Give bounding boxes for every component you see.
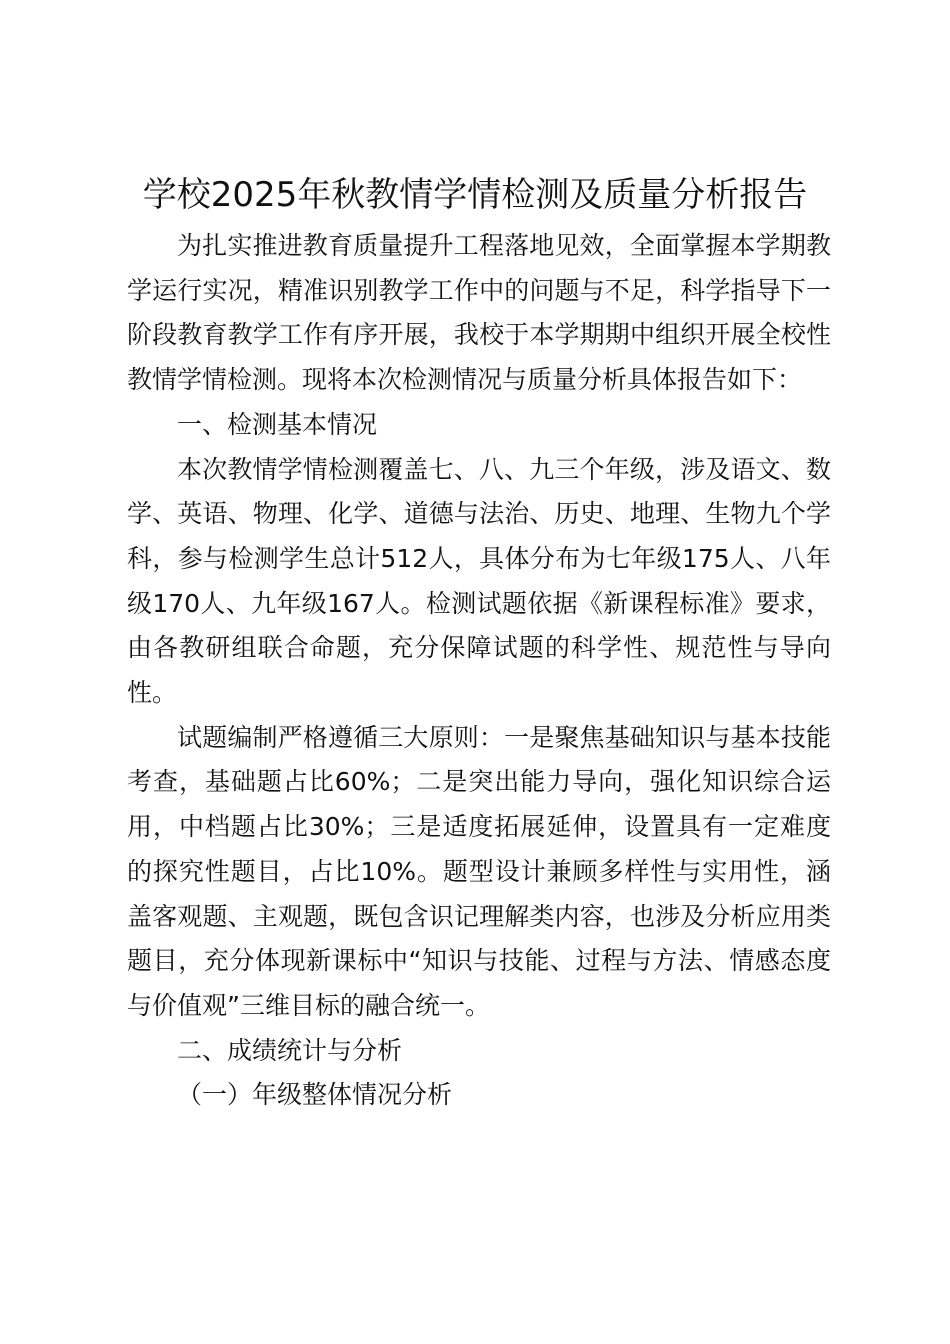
section1-paragraph-2: 试题编制严格遵循三大原则：一是聚焦基础知识与基本技能考查，基础题占比60%；二是突出能力导向，强化知识综合运用，中档题占比30%；三是适度拓展延伸，设置具有一定难度的探究性题目，占比10%。题型设计兼顾多样性与实用性，涵盖客观题、主观题，既包含识记理解类内容，也涉及分析应用类题目，充分体现新课标中“知识与技能、过程与方法、情感态度与价值观”三维目标的融合统一。 (127, 722, 831, 1020)
intro-paragraph: 为扎实推进教育质量提升工程落地见效，全面掌握本学期教学运行实况，精准识别教学工作中的问题与不足，科学指导下一阶段教育教学工作有序开展，我校于本学期期中组织开展全校性教情学情检测。现将本次检测情况与质量分析具体报告如下： (127, 231, 831, 395)
subsection-heading-1: （一）年级整体情况分析 (177, 1080, 453, 1110)
document-title: 学校2025年秋教情学情检测及质量分析报告 (142, 175, 808, 215)
section-heading-1: 一、检测基本情况 (177, 409, 378, 439)
document-body (127, 224, 831, 1118)
section1-paragraph-1: 本次教情学情检测覆盖七、八、九三个年级，涉及语文、数学、英语、物理、化学、道德与法治、历史、地理、生物九个学科，参与检测学生总计512人，具体分布为七年级175人、八年级170人、九年级167人。检测试题依据《新课程标准》要求，由各教研组联合命题，充分保障试题的科学性、规范性与导向性。 (127, 454, 831, 708)
section-heading-2: 二、成绩统计与分析 (177, 1035, 403, 1065)
